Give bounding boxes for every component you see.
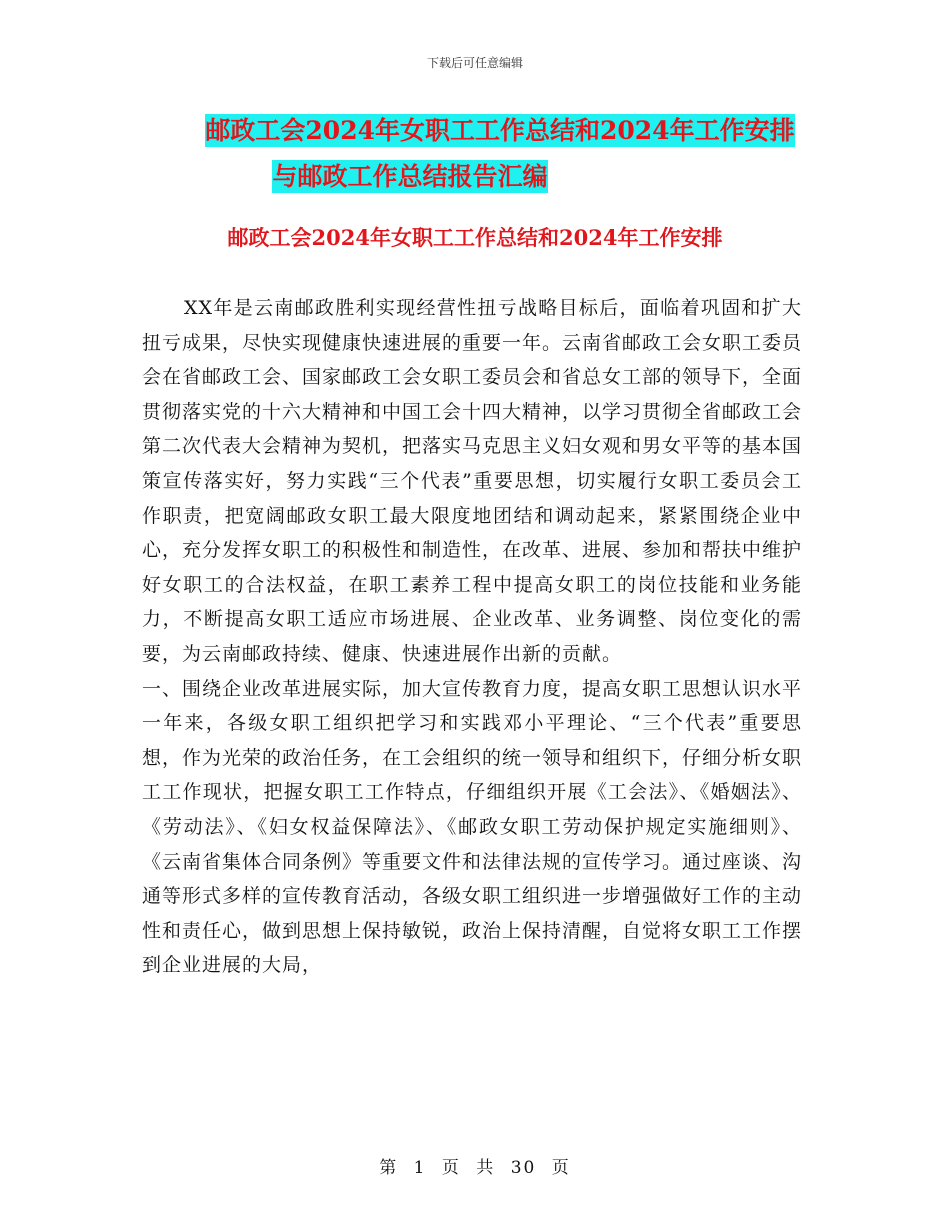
footer-suffix: 页 bbox=[551, 1158, 571, 1178]
header-note: 下载后可任意编辑 bbox=[426, 56, 523, 70]
main-title-line-1: 邮政工会2024年女职工工作总结和2024年工作安排 bbox=[205, 116, 795, 145]
paragraph-heading-one: 一、围绕企业改革进展实际，加大宣传教育力度，提高女职工思想认识水平 bbox=[142, 677, 803, 700]
paragraph-body-one: 一年来，各级女职工组织把学习和实践邓小平理论、“三个代表”重要思想，作为光荣的政治任务，在工会组织的统一领导和组织下，仔细分析女职工工作现状，把握女职工工作特点，仔细组织开展《工会法》、《婚姻法》、《劳动法》、《妇女权益保障法》、《邮政女职工劳动保护规定实施细则》、《云南省集体合同条例》等重要文件和法律法规的宣传学习。通过座谈、沟通等形式多样的宣传教育活动，各级女职工组织进一步增强做好工作的主动性和责任心，做到思想上保持敏锐，政治上保持清醒，自觉将女职工工作摆到企业进展的大局， bbox=[142, 712, 803, 977]
current-page-number: 1 bbox=[413, 1158, 427, 1178]
total-page-number: 30 bbox=[510, 1158, 537, 1178]
document-body bbox=[142, 291, 802, 983]
section-title: 邮政工会2024年女职工工作总结和2024年工作安排 bbox=[227, 225, 723, 250]
paragraph-intro: XX年是云南邮政胜利实现经营性扭亏战略目标后，面临着巩固和扩大扭亏成果，尽快实现健康快速进展的重要一年。云南省邮政工会女职工委员会在省邮政工会、国家邮政工会女职工委员会和省总女工部的领导下，全面贯彻落实党的十六大精神和中国工会十四大精神，以学习贯彻全省邮政工会第二次代表大会精神为契机，把落实马克思主义妇女观和男女平等的基本国策宣传落实好，努力实践“三个代表”重要思想，切实履行女职工委员会工作职责，把宽阔邮政女职工最大限度地团结和调动起来，紧紧围绕企业中心，充分发挥女职工的积极性和制造性，在改革、进展、参加和帮扶中维护好女职工的合法权益，在职工素养工程中提高女职工的岗位技能和业务能力，不断提高女职工适应市场进展、企业改革、业务调整、岗位变化的需要，为云南邮政持续、健康、快速进展作出新的贡献。 bbox=[142, 297, 803, 665]
footer-page-word: 页 bbox=[441, 1158, 461, 1178]
page-footer bbox=[0, 1153, 950, 1178]
footer-total-word: 共 bbox=[476, 1158, 496, 1178]
document-main-title bbox=[0, 108, 950, 200]
main-title-line-2: 与邮政工作总结报告汇编 bbox=[272, 162, 548, 191]
footer-prefix: 第 bbox=[379, 1158, 399, 1178]
